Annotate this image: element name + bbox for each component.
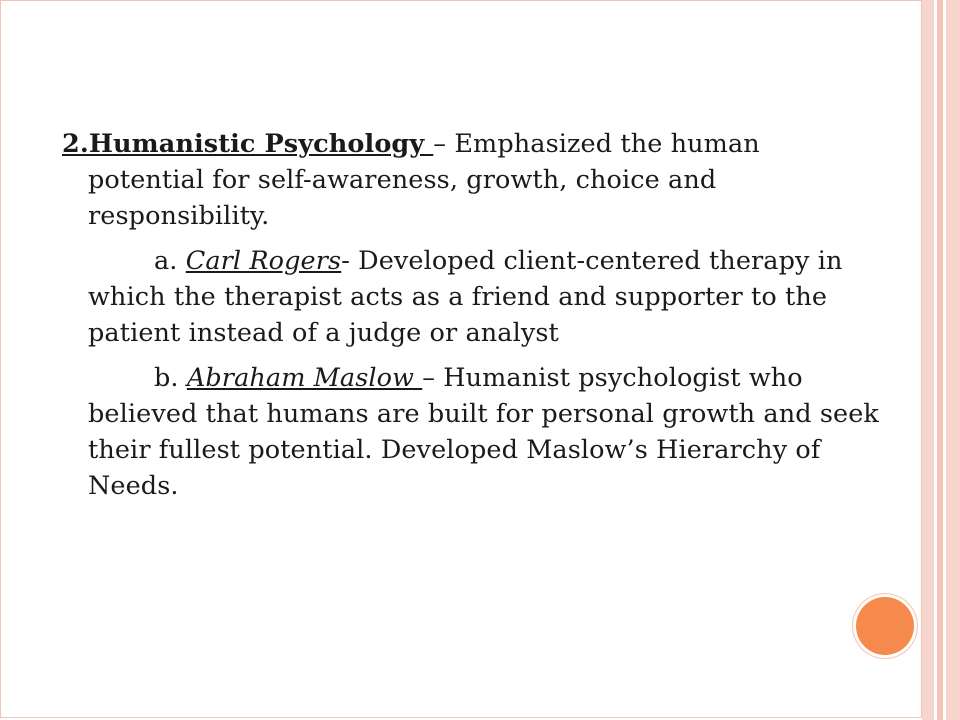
carl-rogers-paragraph (62, 243, 882, 351)
item-description: – Humanist psychologist who believed that humans are built for personal growth and seek their fullest potential. Developed Maslow’s Hierarchy of Needs. (88, 363, 879, 501)
abraham-maslow-paragraph (62, 360, 882, 504)
heading-definition: – Emphasized the human potential for self-awareness, growth, choice and responsibility. (88, 129, 760, 231)
heading-term: 2.Humanistic Psychology (62, 129, 434, 159)
item-prefix: b. (154, 363, 187, 393)
stripe (922, 0, 934, 720)
slide-body (62, 126, 882, 513)
stripe (946, 0, 960, 720)
item-prefix: a. (154, 246, 186, 276)
humanistic-psychology-paragraph (62, 126, 882, 234)
person-name: Abraham Maslow (186, 363, 423, 393)
decorative-side-stripes (922, 0, 960, 720)
decorative-orange-circle (856, 597, 914, 655)
person-name: Carl Rogers (185, 246, 342, 276)
item-description: - Developed client-centered therapy in which the therapist acts as a friend and supporter to the patient instead of a judge or analyst (88, 246, 843, 348)
